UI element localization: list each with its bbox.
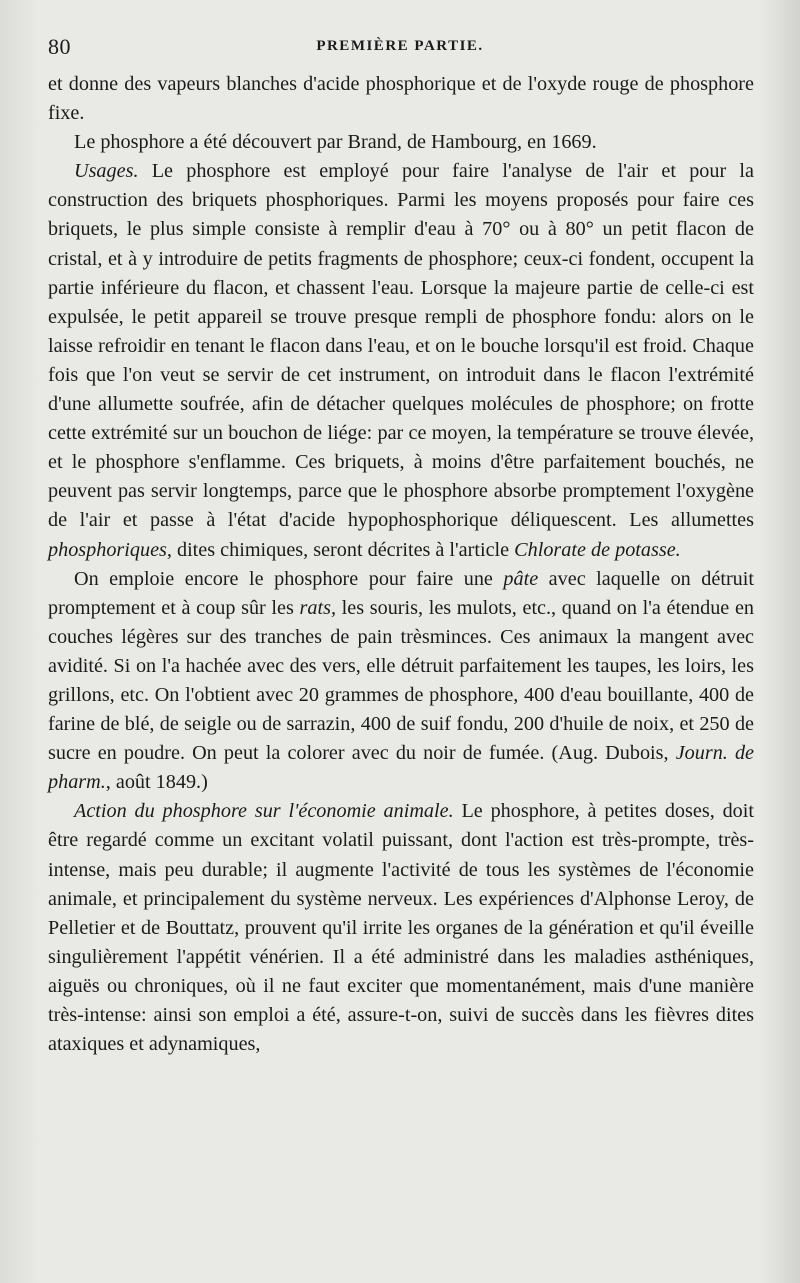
paragraph-action bbox=[48, 797, 754, 1059]
section-heading-action: Action du phosphore sur l'économie animale. bbox=[74, 800, 454, 823]
text-segment: les souris, les mulots, etc., quand on l'a étendue en couches légères sur des tranches de pain trèsminces. Ces animaux la mangent avec avidité. Si on l'a hachée avec des vers, elle détruit parfaitement les taupes, les loirs, les grillons, etc. On l'obtient avec 20 grammes de phosphore, 400 d'eau bouillante, 400 de farine de blé, de seigle ou de sarrazin, 400 de suif fondu, 200 d'huile de noix, et 250 de sucre en poudre. On peut la colorer avec du noir de fumée. (Aug. Dubois, bbox=[48, 596, 754, 765]
page-number: 80 bbox=[48, 34, 71, 59]
text-segment: Le phosphore a été découvert par Brand, de Hambourg, en 1669. bbox=[74, 131, 597, 154]
text-segment: , août 1849.) bbox=[105, 771, 208, 794]
text-segment: Le phosphore est employé pour faire l'analyse de l'air et pour la construction des briquets phosphoriques. Parmi les moyens proposés pour faire ces briquets, le plus simple consiste à remplir d'eau à 70° ou à 80° un petit flacon de cristal, et à y introduire de petits fragments de phosphore; ceux-ci fondent, occupent la partie inférieure du flacon, et chassent l'eau. Lorsque la majeure partie de celle-ci est expulsée, le petit appareil se trouve presque rempli de phosphore fondu: alors on le laisse refroidir en tenant le flacon dans l'eau, et on le bouche lorsqu'il est froid. Chaque fois que l'on veut se servir de cet instrument, on introduit dans le flacon l'extrémité d'une allumette soufrée, afin de détacher quelques molécules de phosphore; on frotte cette extrémité sur un bouchon de liége: par ce moyen, la température se trouve élevée, et le phosphore s'enflamme. Ces briquets, à moins d'être parfaitement bouchés, ne peuvent pas servir longtemps, parce que le phosphore absorbe promptement l'oxygène de l'air et passe à l'état d'acide hypophosphorique déliquescent. Les allumettes bbox=[48, 160, 754, 532]
paragraph-discovery bbox=[48, 128, 754, 157]
text-segment: dites chimiques, seront décrites à l'article bbox=[171, 538, 515, 561]
italic-term: phosphoriques, bbox=[48, 538, 172, 561]
section-title: PREMIÈRE PARTIE. bbox=[316, 38, 484, 54]
paragraph-rat-paste bbox=[48, 565, 754, 798]
italic-term: pâte bbox=[503, 567, 539, 590]
running-head bbox=[48, 34, 752, 60]
paragraph-usages bbox=[48, 157, 754, 564]
article-reference: Chlorate de potasse. bbox=[514, 538, 681, 561]
section-heading-usages: Usages. bbox=[74, 160, 139, 183]
text-segment: Le phosphore, à petites doses, doit être regardé comme un excitant volatil puissant, dont l'action est très-prompte, très-intense, mais peu durable; il augmente l'activité de tous les systèmes de l'économie animale, et principalement du système nerveux. Les expériences d'Alphonse Leroy, de Pelletier et de Bouttatz, prouvent qu'il irrite les organes de la génération et qu'il éveille singulièrement l'appétit vénérien. Il a été administré dans les maladies asthéniques, aiguës ou chroniques, où il ne faut exciter que momentanément, mais d'une manière très-intense: ainsi son emploi a été, assure-t-on, suivi de succès dans les fièvres dites ataxiques et adynamiques, bbox=[48, 800, 754, 1056]
italic-term: rats, bbox=[299, 596, 336, 619]
body-text bbox=[48, 70, 754, 1059]
text-segment: et donne des vapeurs blanches d'acide phosphorique et de l'oxyde rouge de phosphore fixe. bbox=[48, 73, 754, 125]
paragraph-continuation bbox=[48, 70, 754, 128]
journal-citation: Journ. de pharm. bbox=[48, 742, 755, 794]
text-segment: avec laquelle on détruit promptement et à coup sûr les bbox=[48, 567, 754, 619]
text-segment: On emploie encore le phosphore pour faire une bbox=[74, 567, 504, 590]
